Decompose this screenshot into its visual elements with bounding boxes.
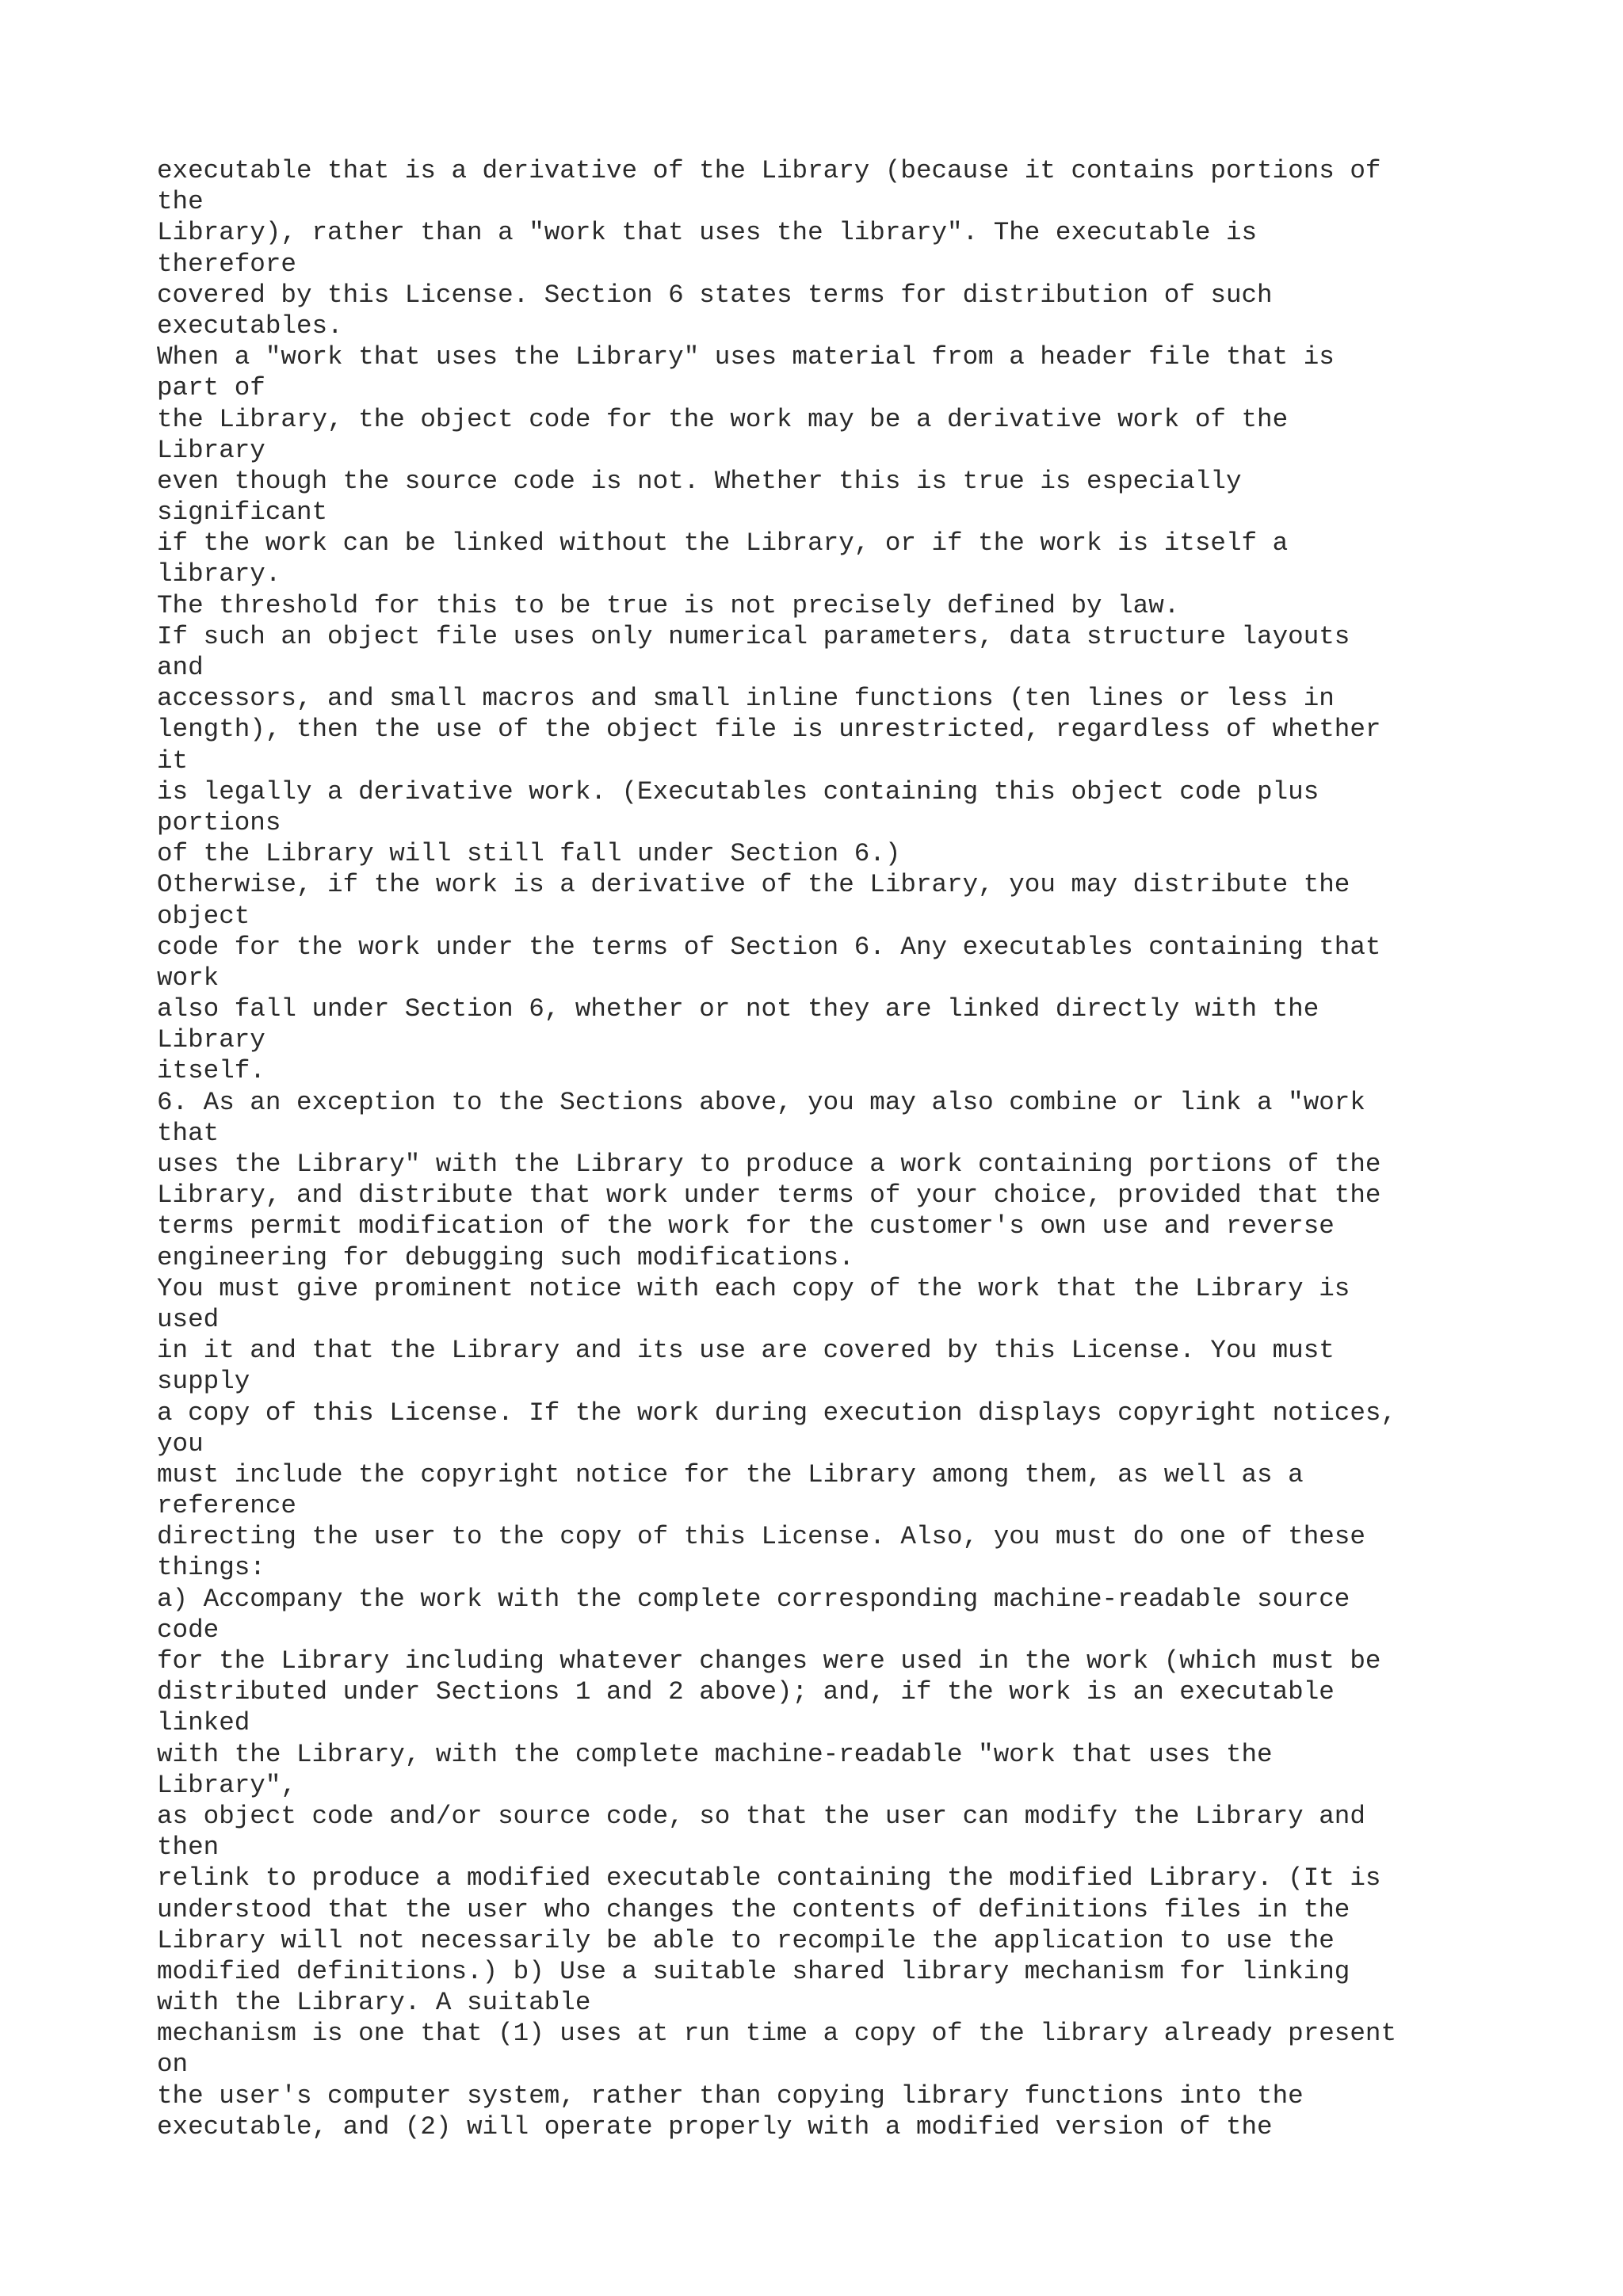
text-line: Library, and distribute that work under terms of your choice, provided that the xyxy=(157,1180,1381,1211)
text-line: If such an object file uses only numerical parameters, data structure layouts xyxy=(157,621,1350,651)
text-line: itself. xyxy=(157,1056,265,1086)
text-line: accessors, and small macros and small inline functions (ten lines or less in xyxy=(157,684,1335,714)
text-line: uses the Library" with the Library to produce a work containing portions of the xyxy=(157,1150,1381,1179)
text-line: executable, and (2) will operate properly with a modified version of the xyxy=(157,2111,1273,2142)
text-line: with the Library. A suitable xyxy=(157,1988,591,2018)
text-line: is legally a derivative work. (Executables containing this object code plus xyxy=(157,776,1319,807)
text-line: When a "work that uses the Library" uses material from a header file that is xyxy=(157,342,1335,372)
text-line: the user's computer system, rather than copying library functions into the xyxy=(157,2081,1304,2111)
text-line: as object code and/or source code, so that the user can modify the Library and xyxy=(157,1801,1365,1831)
text-line: supply xyxy=(157,1367,250,1397)
text-line: if the work can be linked without the Library, or if the work is itself a xyxy=(157,528,1289,559)
text-line: executables. xyxy=(157,311,343,341)
text-line: Library", xyxy=(157,1770,296,1800)
text-line: length), then the use of the object file is unrestricted, regardless of whether xyxy=(157,715,1381,745)
text-line: even though the source code is not. Whether this is true is especially xyxy=(157,466,1242,496)
text-line: distributed under Sections 1 and 2 above); and, if the work is an executable xyxy=(157,1677,1335,1707)
text-line: with the Library, with the complete machine-readable "work that uses the xyxy=(157,1739,1273,1769)
text-line: The threshold for this to be true is not precisely defined by law. xyxy=(157,590,1180,620)
text-line: a) Accompany the work with the complete corresponding machine-readable source xyxy=(157,1584,1350,1614)
license-text-body xyxy=(157,155,1488,2142)
text-line: it xyxy=(157,746,189,776)
text-line: 6. As an exception to the Sections above, you may also combine or link a "work xyxy=(157,1087,1365,1117)
text-line: in it and that the Library and its use are covered by this License. You must xyxy=(157,1336,1335,1366)
text-line: reference xyxy=(157,1491,296,1521)
text-line: linked xyxy=(157,1708,250,1738)
text-line: You must give prominent notice with each copy of the work that the Library is xyxy=(157,1273,1350,1303)
text-line: the xyxy=(157,187,204,217)
text-line: Otherwise, if the work is a derivative of the Library, you may distribute the xyxy=(157,870,1350,900)
text-line: things: xyxy=(157,1553,265,1583)
text-line: code for the work under the terms of Section 6. Any executables containing that xyxy=(157,932,1381,962)
text-line: relink to produce a modified executable containing the modified Library. (It is xyxy=(157,1863,1381,1894)
text-line: terms permit modification of the work for the customer's own use and reverse xyxy=(157,1211,1335,1241)
text-line: code xyxy=(157,1615,220,1645)
text-line: engineering for debugging such modifications. xyxy=(157,1242,854,1272)
text-line: object xyxy=(157,901,250,931)
text-line: used xyxy=(157,1304,220,1334)
text-line: understood that the user who changes the contents of definitions files in the xyxy=(157,1894,1350,1924)
text-line: Library will not necessarily be able to recompile the application to use the xyxy=(157,1925,1335,1955)
text-line: for the Library including whatever changes were used in the work (which must be xyxy=(157,1646,1381,1676)
text-line: Library), rather than a "work that uses the library". The executable is xyxy=(157,218,1258,248)
text-line: you xyxy=(157,1428,204,1459)
text-line: that xyxy=(157,1118,220,1148)
text-line: of the Library will still fall under Section 6.) xyxy=(157,839,901,869)
text-line: covered by this License. Section 6 states terms for distribution of such xyxy=(157,280,1273,310)
text-line: significant xyxy=(157,498,328,528)
text-line: therefore xyxy=(157,249,296,279)
text-line: then xyxy=(157,1833,220,1863)
text-line: portions xyxy=(157,807,281,837)
text-line: library. xyxy=(157,559,281,589)
text-line: also fall under Section 6, whether or not they are linked directly with the xyxy=(157,994,1319,1024)
text-line: executable that is a derivative of the Library (because it contains portions of xyxy=(157,156,1381,185)
text-line: the Library, the object code for the work may be a derivative work of the xyxy=(157,404,1289,434)
text-line: modified definitions.) b) Use a suitable shared library mechanism for linking xyxy=(157,1956,1350,1986)
text-line: part of xyxy=(157,373,265,403)
text-line: Library xyxy=(157,435,265,465)
text-line: mechanism is one that (1) uses at run time a copy of the library already present xyxy=(157,2019,1397,2049)
text-line: must include the copyright notice for the Library among them, as well as a xyxy=(157,1459,1304,1489)
text-line: work xyxy=(157,963,220,993)
text-line: on xyxy=(157,2050,189,2080)
text-line: Library xyxy=(157,1025,265,1055)
text-line: and xyxy=(157,653,204,682)
text-line: a copy of this License. If the work during execution displays copyright notices, xyxy=(157,1398,1397,1428)
text-line: directing the user to the copy of this License. Also, you must do one of these xyxy=(157,1522,1365,1552)
